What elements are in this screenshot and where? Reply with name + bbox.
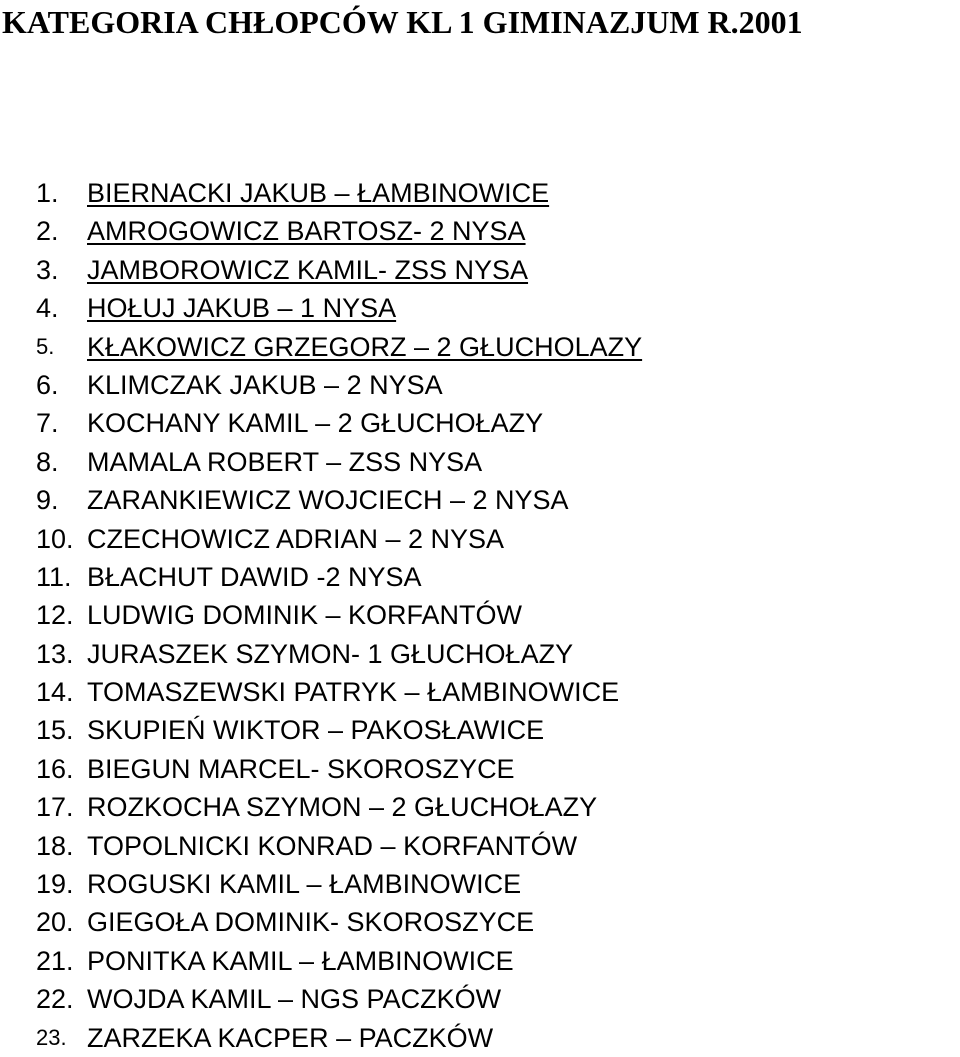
item-number: 22. (36, 984, 74, 1015)
item-number: 12. (36, 600, 74, 631)
item-text: TOPOLNICKI KONRAD – KORFANTÓW (87, 830, 578, 861)
item-text: JURASZEK SZYMON- 1 GŁUCHOŁAZY (87, 638, 574, 669)
item-text: KŁAKOWICZ GRZEGORZ – 2 GŁUCHOLAZY (87, 331, 643, 362)
item-number: 15. (36, 715, 74, 746)
item-text: KOCHANY KAMIL – 2 GŁUCHOŁAZY (87, 408, 544, 439)
item-text: BŁACHUT DAWID -2 NYSA (87, 561, 422, 592)
item-text: JAMBOROWICZ KAMIL- ZSS NYSA (87, 254, 529, 285)
item-text: ZARZEKA KACPER – PACZKÓW (87, 1022, 494, 1053)
item-number: 1. (36, 178, 59, 208)
item-text: MAMALA ROBERT – ZSS NYSA (87, 446, 483, 477)
item-text: KLIMCZAK JAKUB – 2 NYSA (87, 369, 443, 400)
item-number: 5. (36, 333, 55, 359)
item-number: 3. (36, 254, 59, 285)
item-text: ROZKOCHA SZYMON – 2 GŁUCHOŁAZY (87, 792, 598, 823)
item-number: 14. (36, 677, 74, 708)
item-text: WOJDA KAMIL – NGS PACZKÓW (87, 984, 502, 1015)
item-text: SKUPIEŃ WIKTOR – PAKOSŁAWICE (87, 715, 545, 746)
item-number: 4. (36, 293, 59, 324)
item-number: 7. (36, 408, 59, 439)
item-text: PONITKA KAMIL – ŁAMBINOWICE (87, 945, 514, 976)
item-number: 6. (36, 369, 59, 400)
item-text: BIERNACKI JAKUB – ŁAMBINOWICE (87, 178, 550, 208)
item-number: 21. (36, 945, 74, 976)
item-text: ROGUSKI KAMIL – ŁAMBINOWICE (87, 869, 522, 900)
item-text: CZECHOWICZ ADRIAN – 2 NYSA (87, 523, 505, 554)
item-text: ZARANKIEWICZ WOJCIECH – 2 NYSA (87, 485, 569, 516)
item-number: 10. (36, 523, 74, 554)
item-text: GIEGOŁA DOMINIK- SKOROSZYCE (87, 907, 535, 938)
item-text: AMROGOWICZ BARTOSZ- 2 NYSA (87, 216, 526, 247)
item-number: 19. (36, 869, 74, 900)
item-number: 16. (36, 753, 74, 784)
item-number: 8. (36, 446, 59, 477)
item-text: LUDWIG DOMINIK – KORFANTÓW (87, 600, 523, 631)
item-number: 17. (36, 792, 74, 823)
item-number: 13. (36, 638, 74, 669)
item-number: 18. (36, 830, 74, 861)
page-title: KATEGORIA CHŁOPCÓW KL 1 GIMINAZJUM R.2001 (2, 4, 803, 40)
item-text: HOŁUJ JAKUB – 1 NYSA (87, 293, 397, 324)
item-number: 9. (36, 485, 59, 516)
item-text: BIEGUN MARCEL- SKOROSZYCE (87, 753, 515, 784)
item-number: 2. (36, 216, 59, 247)
item-text: TOMASZEWSKI PATRYK – ŁAMBINOWICE (87, 677, 620, 708)
item-number: 23. (36, 1024, 67, 1050)
item-number: 11. (36, 561, 72, 592)
item-number: 20. (36, 907, 74, 938)
